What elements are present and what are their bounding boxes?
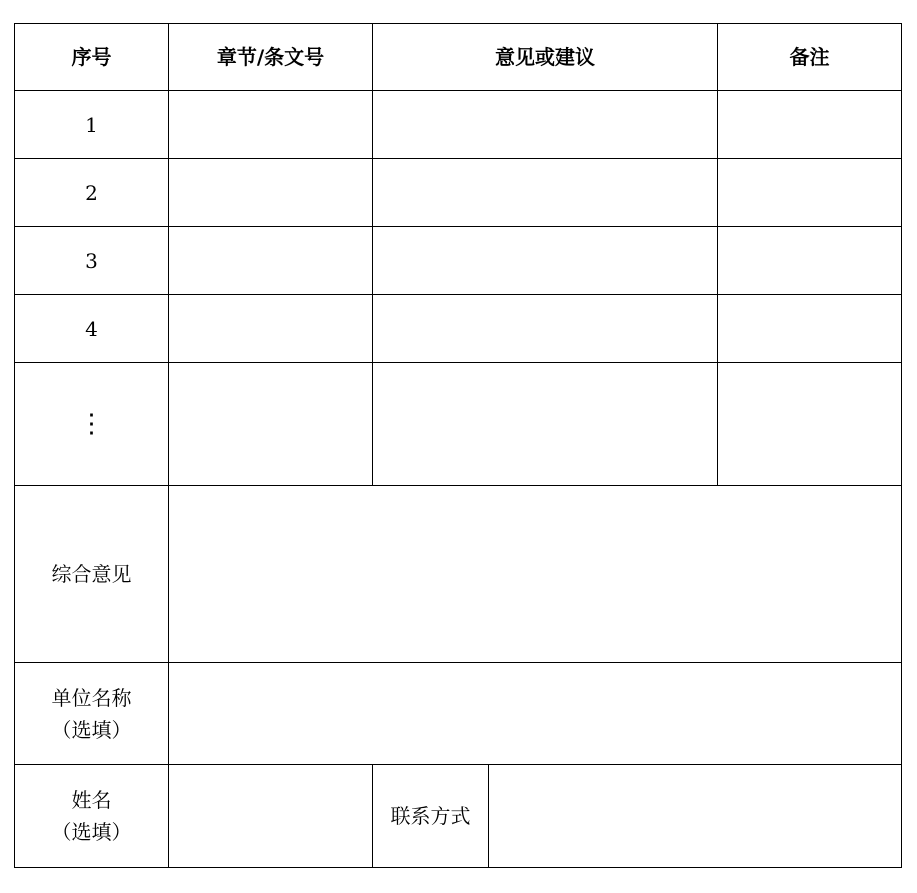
opinion-cell[interactable] <box>373 295 718 363</box>
header-row <box>15 24 902 91</box>
table-row <box>15 363 902 486</box>
unit-value[interactable] <box>169 663 902 765</box>
vertical-ellipsis: ⋮ <box>78 408 105 439</box>
contact-label: 联系方式 <box>373 765 489 868</box>
unit-label-line1: 单位名称 <box>51 685 132 710</box>
row-seq: 2 <box>15 159 169 227</box>
remark-cell[interactable] <box>718 159 902 227</box>
name-label <box>15 765 169 868</box>
row-seq-ellipsis <box>15 363 169 486</box>
summary-value[interactable] <box>169 486 902 663</box>
table-row <box>15 227 902 295</box>
remark-cell[interactable] <box>718 295 902 363</box>
row-seq: 3 <box>15 227 169 295</box>
contact-value[interactable] <box>489 765 902 868</box>
clause-cell[interactable] <box>169 227 373 295</box>
table-row <box>15 295 902 363</box>
row-seq: 4 <box>15 295 169 363</box>
opinion-cell[interactable] <box>373 363 718 486</box>
row-seq: 1 <box>15 91 169 159</box>
header-remark: 备注 <box>718 24 902 91</box>
unit-label <box>15 663 169 765</box>
clause-cell[interactable] <box>169 295 373 363</box>
opinion-cell[interactable] <box>373 159 718 227</box>
feedback-table <box>14 23 902 868</box>
clause-cell[interactable] <box>169 91 373 159</box>
clause-cell[interactable] <box>169 159 373 227</box>
table-row <box>15 91 902 159</box>
header-opinion: 意见或建议 <box>373 24 718 91</box>
opinion-cell[interactable] <box>373 227 718 295</box>
unit-row <box>15 663 902 765</box>
table-row <box>15 159 902 227</box>
remark-cell[interactable] <box>718 91 902 159</box>
header-seq: 序号 <box>15 24 169 91</box>
name-label-line1: 姓名 <box>71 788 112 812</box>
unit-label-line2: （选填） <box>51 717 132 742</box>
clause-cell[interactable] <box>169 363 373 486</box>
name-value[interactable] <box>169 765 373 868</box>
opinion-cell[interactable] <box>373 91 718 159</box>
summary-row <box>15 486 902 663</box>
remark-cell[interactable] <box>718 227 902 295</box>
summary-label: 综合意见 <box>15 486 169 663</box>
header-clause: 章节/条文号 <box>169 24 373 91</box>
name-label-line2: （选填） <box>51 820 132 844</box>
remark-cell[interactable] <box>718 363 902 486</box>
person-row <box>15 765 902 868</box>
